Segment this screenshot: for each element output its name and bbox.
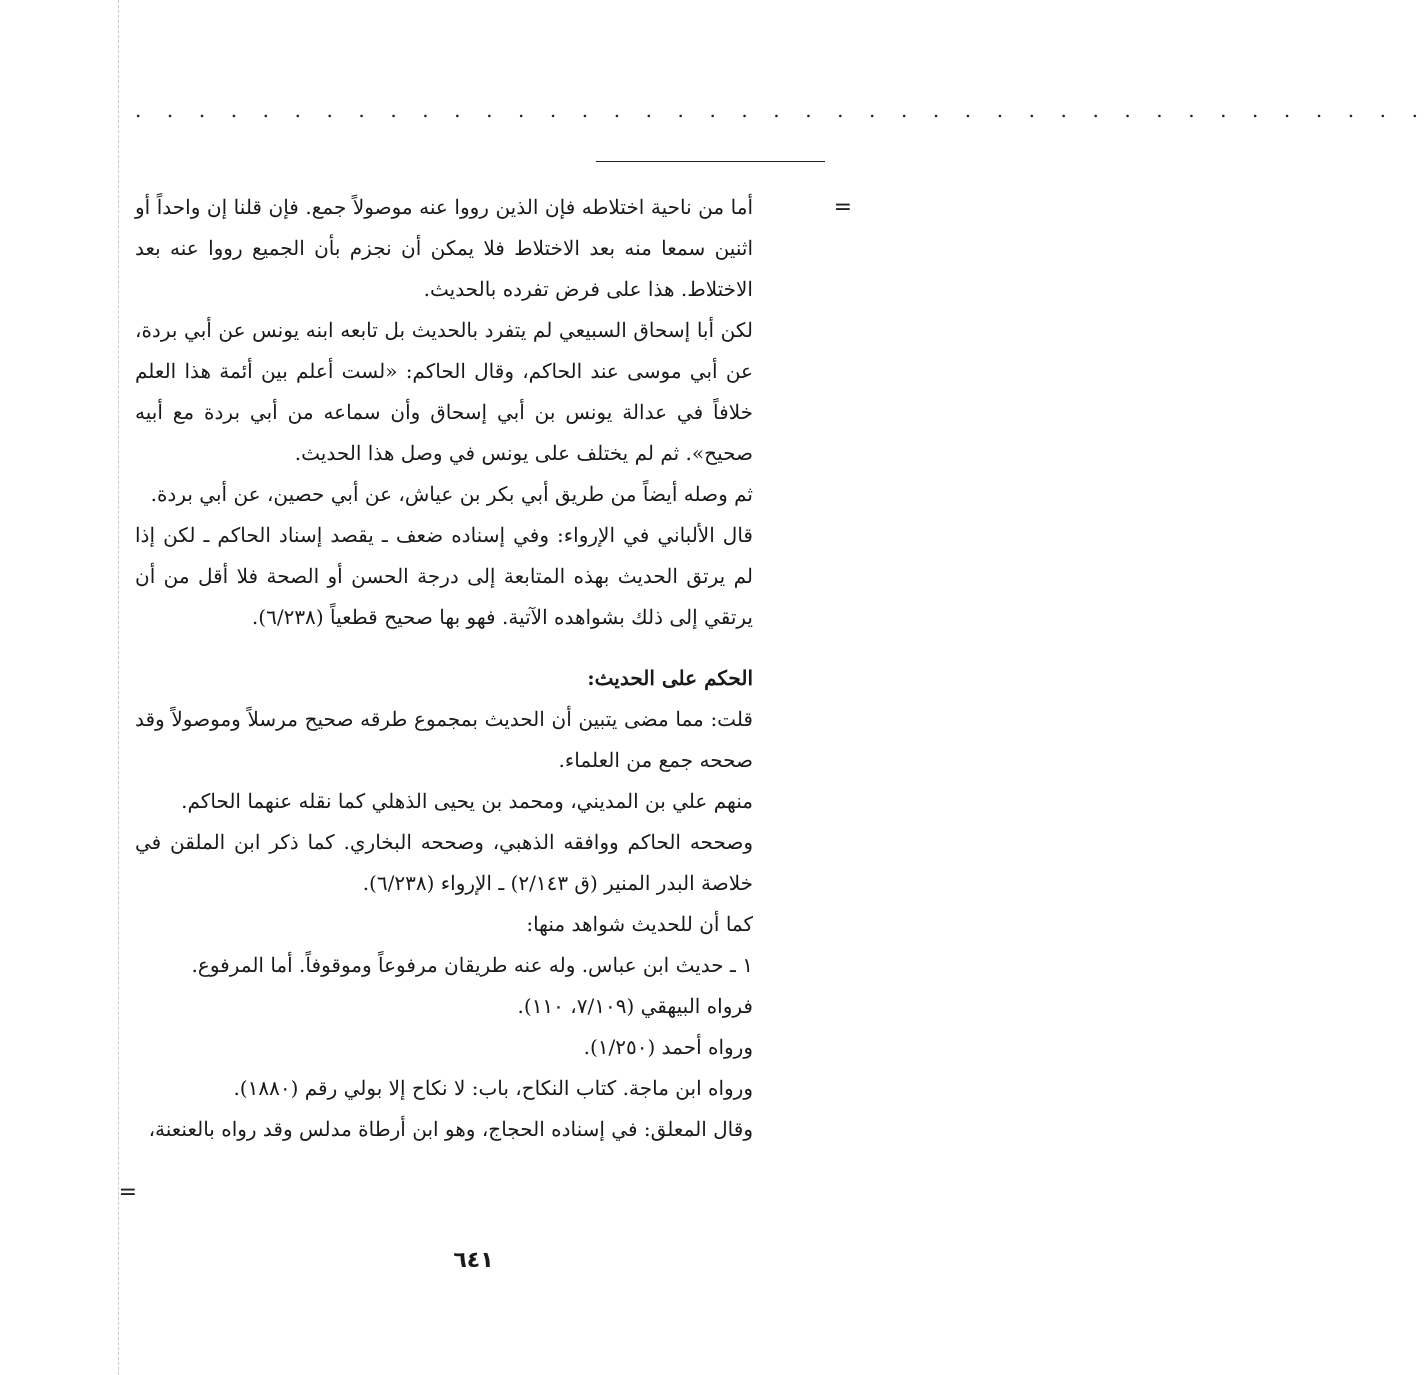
- page-body: [135, 187, 753, 1150]
- paragraph-mutabaa: لكن أبا إسحاق السبيعي لم يتفرد بالحديث بل تابعه ابنه يونس عن أبي بردة، عن أبي موسى عند الحاكم، وقال الحاكم: «لست أعلم بين أئمة هذا العلم خلافاً في عدالة يونس بن أبي إسحاق وأن سماعه من أبي بردة مع أبيه صحيح». ثم لم يختلف على يونس في وصل هذا الحديث.: [135, 318, 753, 465]
- paragraph-ahmad: ورواه أحمد (١/٢٥٠).: [583, 1035, 753, 1059]
- continuation-mark-bottom: =: [118, 1180, 137, 1205]
- footnote-rule: [596, 161, 825, 162]
- paragraph-shawahid: كما أن للحديث شواهد منها:: [526, 912, 753, 936]
- page-number: ٦٤١: [453, 1248, 494, 1273]
- paragraph-wasl: ثم وصله أيضاً من طريق أبي بكر بن عياش، عن أبي حصين، عن أبي بردة.: [150, 482, 753, 506]
- paragraph-ibn-abbas: ١ ـ حديث ابن عباس. وله عنه طريقان مرفوعاً وموقوفاً. أما المرفوع.: [191, 953, 753, 977]
- paragraph-ikhtilat: أما من ناحية اختلاطه فإن الذين رووا عنه موصولاً جمع. فإن قلنا إن واحداً أو اثنين سمعا منه بعد الاختلاط فلا يمكن أن نجزم بأن الجميع رووا عنه بعد الاختلاط. هذا على فرض تفرده بالحديث.: [135, 195, 753, 301]
- continuation-mark-top: =: [833, 195, 852, 220]
- paragraph-minhum: منهم علي بن المديني، ومحمد بن يحيى الذهلي كما نقله عنهما الحاكم.: [181, 789, 753, 813]
- section-gap: [135, 638, 753, 658]
- scan-binding-edge: [118, 0, 119, 1375]
- section-heading: الحكم على الحديث:: [587, 666, 753, 690]
- paragraph-albani: قال الألباني في الإرواء: وفي إسناده ضعف ـ يقصد إسناد الحاكم ـ لكن إذا لم يرتق الحديث بهذه المتابعة إلى درجة الحسن أو الصحة فلا أقل من أن يرتقي إلى ذلك بشواهده الآتية. فهو بها صحيح قطعياً (٦/٢٣٨).: [135, 523, 753, 629]
- paragraph-bayhaqi: فرواه البيهقي (٧/١٠٩، ١١٠).: [517, 994, 753, 1018]
- separator-dots: . . . . . . . . . . . . . . . . . . . . . . . . . . . . . . . . . . . . . . . . .: [135, 98, 1428, 122]
- paragraph-sahhahahu: وصححه الحاكم ووافقه الذهبي، وصححه البخاري. كما ذكر ابن الملقن في خلاصة البدر المنير (ق ٢/١٤٣) ـ الإرواء (٦/٢٣٨).: [135, 830, 753, 895]
- paragraph-qultu: قلت: مما مضى يتبين أن الحديث بمجموع طرقه صحيح مرسلاً وموصولاً وقد صححه جمع من العلماء.: [135, 707, 753, 772]
- paragraph-ibn-majah: ورواه ابن ماجة. كتاب النكاح، باب: لا نكاح إلا بولي رقم (١٨٨٠).: [233, 1076, 753, 1100]
- paragraph-muallaq: وقال المعلق: في إسناده الحجاج، وهو ابن أرطاة مدلس وقد رواه بالعنعنة،: [148, 1117, 753, 1141]
